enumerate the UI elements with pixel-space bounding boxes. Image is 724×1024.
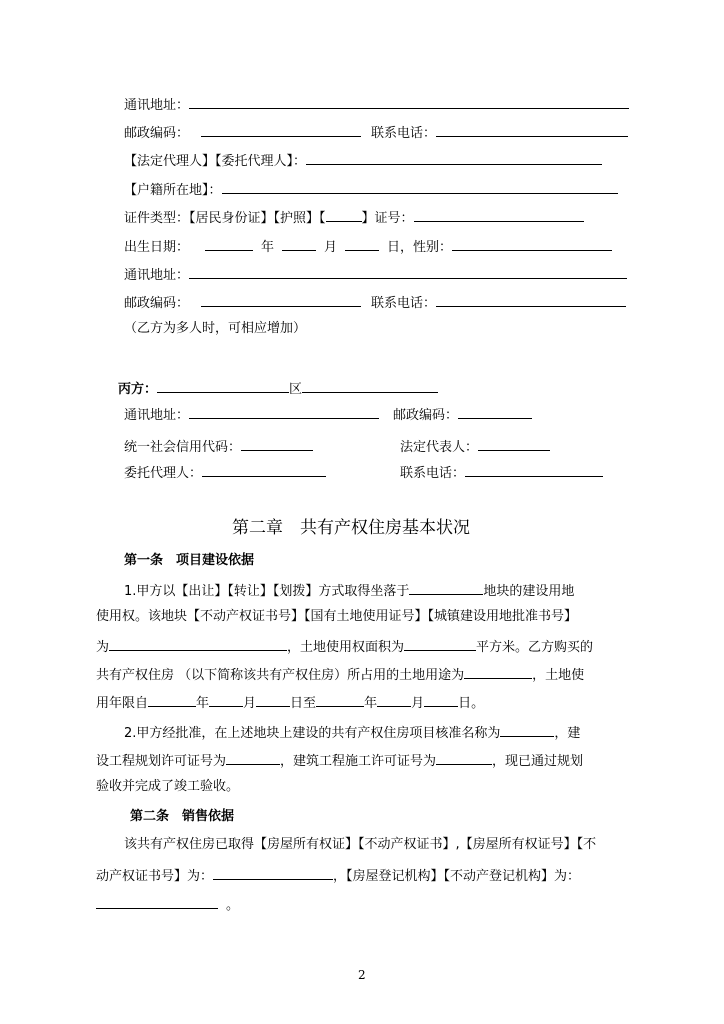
partyC-agent-blank[interactable] (202, 462, 326, 477)
end-month-blank[interactable] (377, 692, 411, 707)
birth-year-blank[interactable] (205, 236, 253, 251)
birth-day-blank[interactable] (345, 236, 379, 251)
partyB-agent-line (124, 150, 602, 168)
partyC-agent-label: 委托代理人： (124, 466, 203, 481)
phone-label: 联系电话： (371, 126, 437, 141)
partyC-postcode-blank[interactable] (458, 404, 532, 419)
text-segment: ，土地使用权面积为 (287, 640, 405, 655)
text-segment: 1.甲方以【出让】【转让】【划拨】方式取得坐落于 (124, 584, 410, 599)
phone-blank[interactable] (436, 122, 628, 137)
partyC-agent-line (124, 462, 326, 480)
partyC-title-line (118, 378, 438, 396)
text-segment: 共有产权住房 （以下简称该共有产权住房）所占用的土地用途为 (96, 668, 465, 683)
land-area-blank[interactable] (404, 636, 476, 651)
legal-blank[interactable] (478, 436, 550, 451)
cert-number-blank[interactable] (109, 636, 287, 651)
text-segment: 。 (226, 898, 240, 913)
start-year-blank[interactable] (148, 692, 196, 707)
art1-p2-line2 (96, 750, 583, 768)
art2-line2 (96, 865, 580, 883)
land-use-blank[interactable] (464, 664, 532, 679)
art1-p1-line5 (96, 692, 484, 710)
text-segment: ，土地使 (532, 668, 585, 683)
partyB-address-line (124, 94, 629, 112)
partyC-phone-label: 联系电话： (400, 466, 466, 481)
partyB-idtype-line (124, 207, 584, 225)
gender-blank[interactable] (452, 236, 612, 251)
text-segment: ，现已通过规划 (492, 754, 584, 769)
partyC-legal-line (400, 436, 550, 454)
art1-p2-line1 (124, 722, 580, 740)
month-label: 月 (324, 240, 338, 255)
start-month-blank[interactable] (209, 692, 243, 707)
partyC-name-blank[interactable] (157, 378, 289, 393)
project-name-blank[interactable] (500, 722, 554, 737)
address-blank[interactable] (189, 94, 629, 109)
registry-blank[interactable] (96, 894, 218, 909)
end-day-blank[interactable] (424, 692, 458, 707)
idtype-other-blank[interactable] (326, 207, 362, 222)
construction-permit-blank[interactable] (436, 750, 492, 765)
art1-p2-line3: 验收并完成了竣工验收。 (96, 779, 240, 794)
text-segment: 用年限自 (96, 696, 149, 711)
phone2-blank[interactable] (436, 292, 626, 307)
partyC-credit-line (124, 436, 313, 454)
text-segment: 年 (196, 696, 210, 711)
art1-p1-line1 (124, 580, 574, 598)
start-day-blank[interactable] (256, 692, 290, 707)
phone2-label: 联系电话： (371, 296, 437, 311)
partyC-address-blank[interactable] (189, 404, 379, 419)
text-segment: 月 (411, 696, 425, 711)
page-number: 2 (358, 968, 366, 982)
postcode-blank[interactable] (201, 122, 361, 137)
partyB-postcode2-line (124, 292, 626, 310)
postcode-label: 邮政编码： (124, 126, 190, 141)
partyC-address-line (124, 404, 532, 422)
partyC-postcode-label: 邮政编码： (393, 408, 459, 423)
birth-label: 出生日期： (124, 240, 190, 255)
text-segment: 年 (364, 696, 378, 711)
partyC-address-label: 通讯地址： (124, 408, 190, 423)
art2-line3 (96, 894, 239, 912)
id-number-blank[interactable] (414, 207, 584, 222)
chapter-title: 第二章 共有产权住房基本状况 (232, 518, 470, 538)
birth-month-blank[interactable] (282, 236, 316, 251)
address2-blank[interactable] (189, 264, 627, 279)
text-segment: 2.甲方经批准，在上述地块上建设的共有产权住房项目核准名称为 (124, 726, 501, 741)
idtype-close: 】证号： (361, 211, 414, 226)
text-segment: ，建筑工程施工许可证号为 (280, 754, 437, 769)
partyB-note: （乙方为多人时，可相应增加） (124, 321, 307, 336)
property-cert-blank[interactable] (213, 865, 333, 880)
partyC-phone-blank[interactable] (465, 462, 603, 477)
art1-p1-line4 (96, 664, 584, 682)
legal-label: 法定代表人： (400, 440, 479, 455)
district-blank[interactable] (302, 378, 438, 393)
article1-heading: 第一条 项目建设依据 (124, 553, 255, 568)
article2-heading: 第二条 销售依据 (130, 809, 235, 824)
text-segment: 动产权证书号】为： (96, 869, 214, 884)
address2-label: 通讯地址： (124, 268, 190, 283)
text-segment: 设工程规划许可证号为 (96, 754, 227, 769)
credit-blank[interactable] (241, 436, 313, 451)
partyB-household-line (124, 179, 618, 197)
text-segment: 为 (96, 640, 110, 655)
district-label: 区 (289, 382, 303, 397)
planning-permit-blank[interactable] (226, 750, 280, 765)
text-segment: 平方米。乙方购买的 (476, 640, 594, 655)
text-segment: 日。 (458, 696, 485, 711)
household-label: 【户籍所在地】： (124, 183, 222, 198)
credit-label: 统一社会信用代码： (124, 440, 242, 455)
postcode2-label: 邮政编码： (124, 296, 190, 311)
end-year-blank[interactable] (316, 692, 364, 707)
idtype-label: 证件类型：【居民身份证】【护照】【 (124, 211, 326, 226)
partyC-phone-line (400, 462, 603, 480)
year-label: 年 (261, 240, 275, 255)
partyB-birth-line (124, 236, 612, 254)
text-segment: ，【房屋登记机构】【不动产登记机构】为： (333, 869, 581, 884)
day-gender-label: 日，性别： (387, 240, 453, 255)
plot-location-blank[interactable] (409, 580, 483, 595)
art1-p1-line3 (96, 636, 593, 654)
postcode2-blank[interactable] (201, 292, 361, 307)
address-label: 通讯地址： (124, 98, 190, 113)
household-blank[interactable] (222, 179, 618, 194)
text-segment: 月 (243, 696, 257, 711)
text-segment: 日至 (290, 696, 317, 711)
partyC-label: 丙方： (118, 382, 158, 397)
text-segment: 地块的建设用地 (483, 584, 575, 599)
art2-line1: 该共有产权住房已取得【房屋所有权证】【不动产权证书】,【房屋所有权证号】【不 (124, 837, 597, 852)
partyB-postcode-line (124, 122, 628, 140)
text-segment: ，建 (554, 726, 581, 741)
agent-blank[interactable] (306, 150, 602, 165)
agent-label: 【法定代理人】【委托代理人】： (124, 154, 307, 169)
partyB-address2-line (124, 264, 627, 282)
art1-p1-line2: 使用权。该地块【不动产权证书号】【国有土地使用证号】【城镇建设用地批准书号】 (96, 609, 578, 624)
